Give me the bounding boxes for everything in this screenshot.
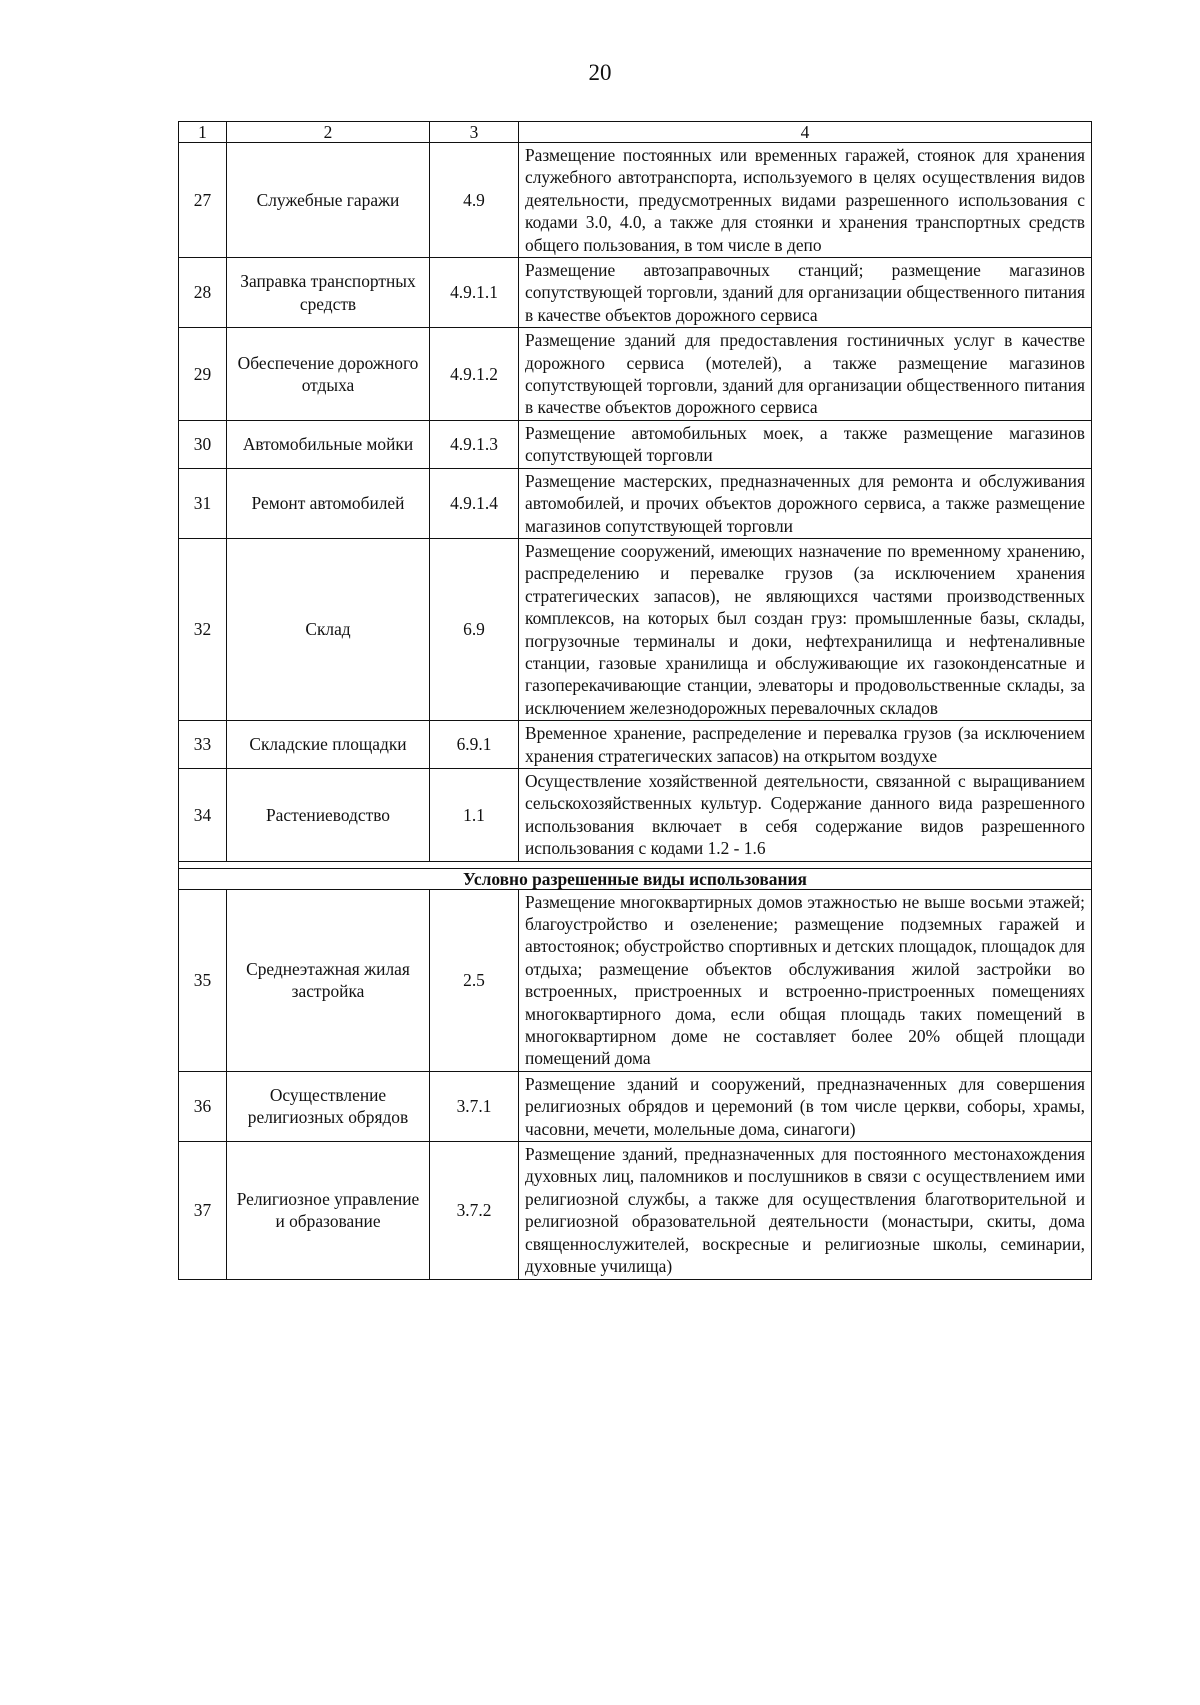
header-col-3: 3: [430, 122, 519, 143]
use-type-code: 4.9.1.4: [430, 468, 519, 538]
page-number: 20: [588, 60, 612, 85]
use-type-name: Автомобильные мойки: [227, 420, 430, 468]
row-number: 29: [179, 328, 227, 421]
table-row: [179, 1142, 1092, 1279]
row-number: 34: [179, 768, 227, 861]
use-type-description: Размещение автозаправочных станций; размещение магазинов сопутствующей торговли, зданий для организации общественного питания в качестве объектов дорожного сервиса: [519, 258, 1092, 328]
table-row: [179, 1071, 1092, 1141]
use-type-name: Растениеводство: [227, 768, 430, 861]
use-type-code: 4.9.1.2: [430, 328, 519, 421]
row-number: 27: [179, 143, 227, 258]
section-header-row: [179, 868, 1092, 889]
table-row: [179, 538, 1092, 720]
use-type-code: 2.5: [430, 889, 519, 1071]
row-number: 33: [179, 721, 227, 769]
table-row: [179, 143, 1092, 258]
use-type-name: Складские площадки: [227, 721, 430, 769]
row-number: 30: [179, 420, 227, 468]
use-type-description: Размещение зданий, предназначенных для постоянного местонахождения духовных лиц, паломников и послушников в связи с осуществлением ими религиозной службы, а также для осуществления благотворительной и религиозной образовательной деятельности (монастыри, скиты, дома священнослужителей, воскресные и религиозные школы, семинарии, духовные училища): [519, 1142, 1092, 1279]
use-type-name: Обеспечение дорожного отдыха: [227, 328, 430, 421]
row-number: 35: [179, 889, 227, 1071]
row-number: 32: [179, 538, 227, 720]
table-row: [179, 721, 1092, 769]
use-type-description: Размещение зданий и сооружений, предназначенных для совершения религиозных обрядов и церемоний (в том числе церкви, соборы, храмы, часовни, мечети, молельные дома, синагоги): [519, 1071, 1092, 1141]
section-divider: [179, 861, 1092, 868]
use-type-code: 4.9.1.3: [430, 420, 519, 468]
table-header-row: [179, 122, 1092, 143]
use-type-description: Размещение постоянных или временных гаражей, стоянок для хранения служебного автотранспорта, используемого в целях осуществления видов деятельности, предусмотренных видами разрешенного использования с кодами 3.0, 4.0, а также для стоянки и хранения транспортных средств общего пользования, в том числе в депо: [519, 143, 1092, 258]
table-row: [179, 258, 1092, 328]
use-type-code: 4.9.1.1: [430, 258, 519, 328]
use-type-code: 3.7.2: [430, 1142, 519, 1279]
use-type-description: Размещение зданий для предоставления гостиничных услуг в качестве дорожного сервиса (мотелей), а также размещение магазинов сопутствующей торговли, зданий для организации общественного питания в качестве объектов дорожного сервиса: [519, 328, 1092, 421]
use-type-name: Служебные гаражи: [227, 143, 430, 258]
use-type-code: 3.7.1: [430, 1071, 519, 1141]
use-type-description: Размещение автомобильных моек, а также размещение магазинов сопутствующей торговли: [519, 420, 1092, 468]
section-title: Условно разрешенные виды использования: [179, 868, 1092, 889]
use-type-name: Среднеэтажная жилая застройка: [227, 889, 430, 1071]
header-col-2: 2: [227, 122, 430, 143]
use-type-description: Временное хранение, распределение и перевалка грузов (за исключением хранения стратегических запасов) на открытом воздухе: [519, 721, 1092, 769]
use-type-name: Склад: [227, 538, 430, 720]
use-type-code: 4.9: [430, 143, 519, 258]
use-type-description: Размещение сооружений, имеющих назначение по временному хранению, распределению и перевалке грузов (за исключением хранения стратегических запасов), не являющихся частями производственных комплексов, на которых был создан груз: промышленные базы, склады, погрузочные терминалы и доки, нефтехранилища и нефтеналивные станции, газовые хранилища и обслуживающие их газоконденсатные и газоперекачивающие станции, элеваторы и продовольственные склады, за исключением железнодорожных перевалочных складов: [519, 538, 1092, 720]
table-row: [179, 768, 1092, 861]
use-type-code: 1.1: [430, 768, 519, 861]
table-row: [179, 328, 1092, 421]
table-row: [179, 420, 1092, 468]
use-type-name: Ремонт автомобилей: [227, 468, 430, 538]
header-col-1: 1: [179, 122, 227, 143]
table-body: [179, 122, 1092, 1280]
use-type-code: 6.9: [430, 538, 519, 720]
use-type-description: Размещение многоквартирных домов этажностью не выше восьми этажей; благоустройство и озеленение; размещение подземных гаражей и автостоянок; обустройство спортивных и детских площадок, площадок для отдыха; размещение объектов обслуживания жилой застройки во встроенных, пристроенных и встроенно-пристроенных помещениях многоквартирного дома, если общая площадь таких помещений в многоквартирном доме не составляет более 20% общей площади помещений дома: [519, 889, 1092, 1071]
use-type-description: Осуществление хозяйственной деятельности, связанной с выращиванием сельскохозяйственных культур. Содержание данного вида разрешенного использования включает в себя содержание видов разрешенного использования с кодами 1.2 - 1.6: [519, 768, 1092, 861]
use-type-name: Религиозное управление и образование: [227, 1142, 430, 1279]
use-type-name: Осуществление религиозных обрядов: [227, 1071, 430, 1141]
row-number: 37: [179, 1142, 227, 1279]
row-number: 36: [179, 1071, 227, 1141]
table-row: [179, 468, 1092, 538]
row-number: 31: [179, 468, 227, 538]
table-row: [179, 889, 1092, 1071]
land-use-table: [178, 121, 1092, 1280]
use-type-code: 6.9.1: [430, 721, 519, 769]
row-number: 28: [179, 258, 227, 328]
header-col-4: 4: [519, 122, 1092, 143]
use-type-description: Размещение мастерских, предназначенных для ремонта и обслуживания автомобилей, и прочих объектов дорожного сервиса, а также размещение магазинов сопутствующей торговли: [519, 468, 1092, 538]
use-type-name: Заправка транспортных средств: [227, 258, 430, 328]
